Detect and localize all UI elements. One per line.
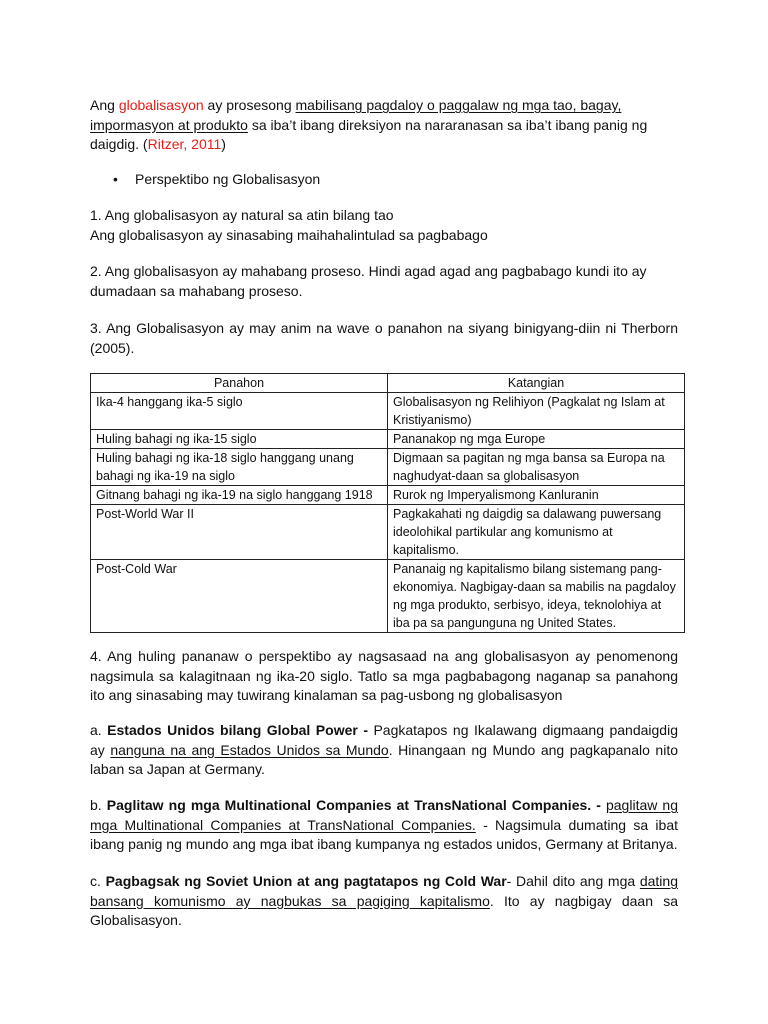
table-cell-panahon: Post-Cold War <box>91 560 388 633</box>
item-c-heading: Pagbagsak ng Soviet Union at ang pagtatapos ng Cold War <box>105 873 507 889</box>
item-c <box>90 872 678 931</box>
table-cell-katangian: Rurok ng Imperyalismong Kanluranin <box>388 486 685 505</box>
item-b-letter: b. <box>90 797 107 813</box>
header-panahon: Panahon <box>91 374 388 393</box>
table-cell-katangian: Pananakop ng mga Europe <box>388 430 685 449</box>
table-row <box>91 449 685 486</box>
table-cell-katangian: Pananaig ng kapitalismo bilang sistemang pang-ekonomiya. Nagbigay-daan sa mabilis na pagdaloy ng mga produkto, serbisyo, ideya, teknolohiya at iba pa sa pangunguna ng United States. <box>388 560 685 633</box>
table-cell-panahon: Huling bahagi ng ika-15 siglo <box>91 430 388 449</box>
item-b <box>90 796 678 855</box>
point-1-line-2: Ang globalisasyon ay sinasabing maihahalintulad sa pagbabago <box>90 226 488 243</box>
item-b-heading: Paglitaw ng mga Multinational Companies at TransNational Companies. - <box>106 797 601 813</box>
table-row <box>91 430 685 449</box>
item-c-text-2: . Ito ay nagbigay daan sa Globalisasyon. <box>90 892 678 928</box>
table-header-row <box>91 374 685 393</box>
item-a <box>90 721 678 780</box>
item-b-underlined: paglitaw ng mga Multinational Companies at TransNational Companies. <box>90 797 678 833</box>
wave-table <box>90 373 685 633</box>
table-row <box>91 505 685 560</box>
intro-close-paren: ) <box>221 136 226 152</box>
table-row <box>91 393 685 430</box>
table-row <box>91 560 685 633</box>
intro-definition-underlined: mabilisang pagdaloy o paggalaw ng mga tao, bagay, impormasyon at produkto <box>90 97 622 133</box>
item-a-underlined: nanguna na ang Estados Unidos sa Mundo <box>110 741 389 758</box>
table-cell-katangian: Pagkakahati ng daigdig sa dalawang puwersang ideolohikal partikular ang komunismo at kapitalismo. <box>388 505 685 560</box>
item-a-text-1: Pagkatapos ng Ikalawang digmaang pandaigdig ay <box>90 722 678 758</box>
item-a-heading: Estados Unidos bilang Global Power - <box>107 722 368 738</box>
item-c-underlined: dating bansang komunismo ay nagbukas sa pagiging kapitalismo <box>90 873 678 909</box>
item-c-letter: c. <box>90 873 106 889</box>
point-1 <box>90 206 678 245</box>
intro-text-start: Ang <box>90 97 119 113</box>
bullet-perspektibo: Perspektibo ng Globalisasyon <box>135 171 321 187</box>
table-cell-panahon: Ika-4 hanggang ika-5 siglo <box>91 393 388 430</box>
intro-paragraph <box>90 96 678 155</box>
table-cell-panahon: Post-World War II <box>91 505 388 560</box>
intro-text-end: sa iba’t ibang direksiyon na nararanasan sa iba’t ibang panig ng daigdig. ( <box>90 116 648 152</box>
table-cell-katangian: Digmaan sa pagitan ng mga bansa sa Europa na naghudyat-daan sa globalisasyon <box>388 449 685 486</box>
item-c-text-1: - Dahil dito ang mga <box>506 873 640 889</box>
point-3: 3. Ang Globalisasyon ay may anim na wave o panahon na siyang binigyang-diin ni Therborn (2005). <box>90 320 678 356</box>
item-a-text-2: . Hinangaan ng Mundo ang pagkapanalo nito laban sa Japan at Germany. <box>90 741 678 777</box>
table-cell-panahon: Gitnang bahagi ng ika-19 na siglo hanggang 1918 <box>91 486 388 505</box>
point-2: 2. Ang globalisasyon ay mahabang proseso. Hindi agad agad ang pagbabago kundi ito ay dumadaan sa mahabang proseso. <box>90 263 647 299</box>
table-row <box>91 486 685 505</box>
table-cell-katangian: Globalisasyon ng Relihiyon (Pagkalat ng Islam at Kristiyanismo) <box>388 393 685 430</box>
ritzer-citation: Ritzer, 2011 <box>147 136 222 152</box>
item-b-text-2: - Nagsimula dumating sa ibat ibang panig ng mundo ang mga ibat ibang kumpanya ng estados unidos, Germany at Britanya. <box>90 816 678 852</box>
bullet-icon: • <box>113 171 118 187</box>
globalisasyon-term: globalisasyon <box>118 97 204 113</box>
point-4: 4. Ang huling pananaw o perspektibo ay nagsasaad na ang globalisasyon ay penomenong nagsimula sa kalagitnaan ng ika-20 siglo. Tatlo sa mga pagbabagong naganap sa panahong ito ang sinasabing may tuwirang kinalaman sa pag-usbong ng globalisasyon <box>90 648 678 703</box>
header-katangian: Katangian <box>388 374 685 393</box>
item-a-letter: a. <box>90 722 108 738</box>
point-1-line-1: 1. Ang globalisasyon ay natural sa atin bilang tao <box>90 207 394 223</box>
table-cell-panahon: Huling bahagi ng ika-18 siglo hanggang unang bahagi ng ika-19 na siglo <box>91 449 388 486</box>
intro-text-mid: ay prosesong <box>203 97 296 113</box>
